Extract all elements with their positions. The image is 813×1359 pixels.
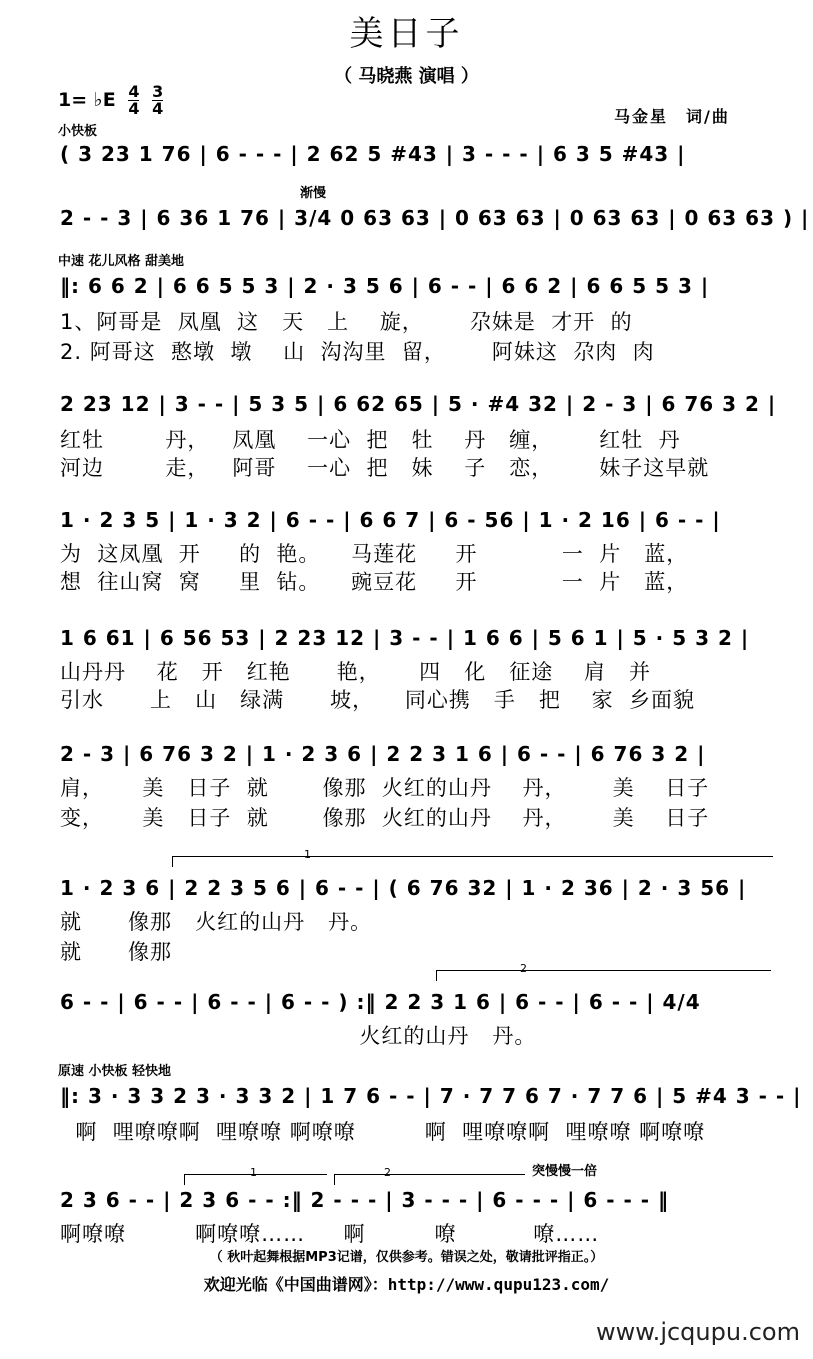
tempo-mark-3: 原速 小快板 轻快地: [58, 1064, 172, 1079]
volta-bracket-1: [172, 856, 773, 867]
lyric-line-1: 山丹丹 花 开 红艳 艳， 四 化 征途 肩 并: [60, 660, 651, 684]
notation-line: ‖: 3 · 3 3 2 3 · 3 3 2 | 1 7 6 - - | 7 · 7 7 6 7 · 7 7 6 | 5 #4 3 - - |: [60, 1084, 802, 1108]
time-signature-b-den: 4: [152, 99, 164, 118]
tempo-mark-2: 中速 花儿风格 甜美地: [58, 254, 185, 269]
time-signature-a: [128, 84, 139, 117]
notation-line: ( 3 23 1 76 | 6 - - - | 2 62 5 #43 | 3 - - - | 6 3 5 #43 |: [60, 142, 686, 166]
time-signature-b: [152, 84, 163, 117]
notation-line: ‖: 6 6 2 | 6 6 5 5 3 | 2 · 3 5 6 | 6 - - | 6 6 2 | 6 6 5 5 3 |: [60, 274, 710, 298]
lyric-line-1: 为 这凤凰 开 的 艳。 马莲花 开 一 片 蓝，: [60, 542, 689, 566]
lyric-line-1: 1、阿哥是 凤凰 这 天 上 旋， 尕妹是 才开 的: [60, 310, 633, 334]
transcriber-note: （ 秋叶起舞根据MP3记谱，仅供参考。错误之处，敬请批评指正。）: [209, 1250, 604, 1265]
welcome-link-text: 欢迎光临《中国曲谱网》：http://www.qupu123.com/: [203, 1275, 610, 1294]
lyric-line-2: 想 往山窝 窝 里 钻。 豌豆花 开 一 片 蓝，: [60, 570, 689, 594]
notation-line: 2 23 12 | 3 - - | 5 3 5 | 6 62 65 | 5 · #4 32 | 2 - 3 | 6 76 3 2 |: [60, 392, 777, 416]
key-label: 1= ♭E: [58, 89, 116, 111]
lyric-line-1: 啊 哩嘹嘹啊 哩嘹嘹 啊嘹嘹 啊 哩嘹嘹啊 哩嘹嘹 啊嘹嘹: [60, 1120, 706, 1144]
lyric-line-1: 肩， 美 日子 就 像那 火红的山丹 丹， 美 日子: [60, 776, 710, 800]
volta-bracket-2: [436, 970, 771, 981]
volta-number-1b: 1: [250, 1166, 257, 1179]
key-signature: [58, 84, 163, 117]
lyric-line-2: 引水 上 山 绿满 坡， 同心携 手 把 家 乡面貌: [60, 688, 695, 712]
notation-line: 2 - - 3 | 6 36 1 76 | 3/4 0 63 63 | 0 63 63 | 0 63 63 | 0 63 63 ) |: [60, 206, 810, 230]
tempo-mark: 小快板: [58, 124, 98, 139]
volta-bracket-2b: [334, 1174, 525, 1185]
notation-line: 1 · 2 3 5 | 1 · 3 2 | 6 - - | 6 6 7 | 6 - 56 | 1 · 2 16 | 6 - - |: [60, 508, 721, 532]
notation-line: 6 - - | 6 - - | 6 - - | 6 - - ) :‖ 2 2 3 1 6 | 6 - - | 6 - - | 4/4: [60, 990, 701, 1014]
page-title: 美日子: [349, 14, 464, 54]
ritard-mark: 渐慢: [300, 186, 327, 201]
volta-number-2: 2: [520, 962, 527, 975]
slow-double-mark: 突慢慢一倍: [532, 1164, 598, 1179]
lyric-line-2: 2. 阿哥这 憨墩 墩 山 沟沟里 留， 阿妹这 尕肉 肉: [60, 340, 655, 364]
lyric-line-2: 变， 美 日子 就 像那 火红的山丹 丹， 美 日子: [60, 806, 710, 830]
time-signature-b-num: 3: [152, 82, 164, 101]
notation-line: 1 6 61 | 6 56 53 | 2 23 12 | 3 - - | 1 6 6 | 5 6 1 | 5 · 5 3 2 |: [60, 626, 750, 650]
lyric-line-1: 红牡 丹， 凤凰 一心 把 牡 丹 缠， 红牡 丹: [60, 428, 681, 452]
lyric-line-1: 就 像那 火红的山丹 丹。: [60, 910, 373, 934]
composer-credit: 马金星 词/曲: [614, 107, 730, 126]
notation-line: 1 · 2 3 6 | 2 2 3 5 6 | 6 - - | ( 6 76 32 | 1 · 2 36 | 2 · 3 56 |: [60, 876, 747, 900]
time-signature-a-num: 4: [128, 82, 140, 101]
notation-line: 2 3 6 - - | 2 3 6 - - :‖ 2 - - - | 3 - - - | 6 - - - | 6 - - - ‖: [60, 1188, 670, 1212]
lyric-line-2: 就 像那: [60, 940, 173, 964]
performer-credit: （ 马晓燕 演唱 ）: [334, 66, 479, 87]
volta-number-1: 1: [304, 848, 311, 861]
site-watermark: www.jcqupu.com: [596, 1318, 800, 1346]
lyric-line-1: 啊嘹嘹 啊嘹嘹…… 啊 嘹 嘹……: [60, 1222, 600, 1246]
volta-number-2b: 2: [384, 1166, 391, 1179]
lyric-line-1: 火红的山丹 丹。: [60, 1024, 537, 1048]
notation-line: 2 - 3 | 6 76 3 2 | 1 · 2 3 6 | 2 2 3 1 6 | 6 - - | 6 76 3 2 |: [60, 742, 706, 766]
lyric-line-2: 河边 走， 阿哥 一心 把 妹 子 恋， 妹子这早就: [60, 456, 710, 480]
time-signature-a-den: 4: [128, 99, 140, 118]
